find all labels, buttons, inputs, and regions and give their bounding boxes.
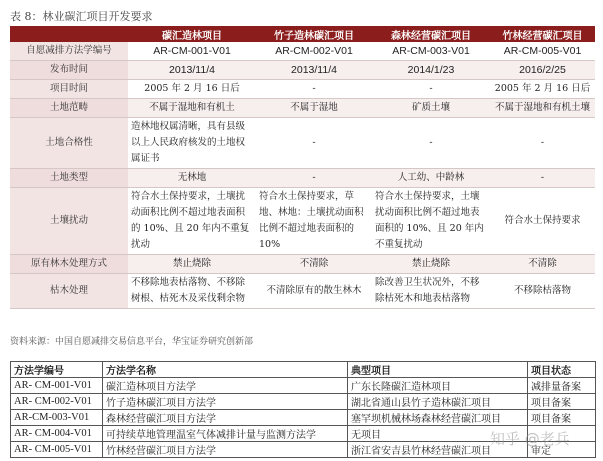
table-cell: - (490, 118, 595, 169)
table-cell: 2013/11/4 (128, 61, 256, 80)
table-header-row (11, 362, 596, 378)
table-cell: 不移除地表枯落物、不移除树根、枯死木及采伐剩余物 (128, 274, 256, 309)
table-cell: AR-CM-003-V01 (372, 42, 490, 61)
table-cell: 不清除 (490, 255, 595, 274)
row-label: 原有林木处理方式 (10, 255, 128, 274)
row-label: 自愿减排方法学编号 (10, 42, 128, 61)
table-cell: - (256, 118, 372, 169)
row-label: 土壤扰动 (10, 188, 128, 255)
table-cell: 2016/2/25 (490, 61, 595, 80)
header-cell: 碳汇造林项目 (128, 26, 256, 42)
table-cell: 符合水土保持要求 (490, 188, 595, 255)
table-cell: 2013/11/4 (256, 61, 372, 80)
table-cell: 塞罕坝机械林场森林经营碳汇项目 (348, 410, 528, 426)
table-row (10, 118, 595, 169)
table-cell: 不属于湿地和有机土 (128, 99, 256, 118)
table-cell: 可持续草地管理温室气体减排计量与监测方法学 (103, 426, 348, 442)
table-cell: 除改善卫生状况外，不移除枯死木和地表枯落物 (372, 274, 490, 309)
row-label: 枯木处理 (10, 274, 128, 309)
table-row (11, 410, 596, 426)
table-row (11, 394, 596, 410)
table-cell: 广东长隆碳汇造林项目 (348, 378, 528, 394)
table-cell: 2005 年 2 月 16 日后 (128, 80, 256, 99)
table-cell: 不清除 (256, 255, 372, 274)
header-cell: 典型项目 (348, 362, 528, 378)
table-cell: 浙江省安吉县竹林经营碳汇项目 (348, 442, 528, 458)
table-row (10, 188, 595, 255)
header-cell: 竹林经营碳汇项目 (490, 26, 595, 42)
table-row (11, 378, 596, 394)
table-row (10, 42, 595, 61)
table-cell: 禁止烧除 (128, 255, 256, 274)
table-cell: AR- CM-001-V01 (11, 378, 103, 394)
table-cell: - (256, 169, 372, 188)
table-cell: 竹林经营碳汇项目方法学 (103, 442, 348, 458)
table-row (10, 274, 595, 309)
table-cell: 不移除枯落物 (490, 274, 595, 309)
table-cell: - (490, 169, 595, 188)
table-cell: 2005 年 2 月 16 日后 (490, 80, 595, 99)
table-row (10, 61, 595, 80)
table-cell: AR-CM-002-V01 (256, 42, 372, 61)
header-cell: 竹子造林碳汇项目 (256, 26, 372, 42)
table-cell: 符合水土保持要求，草地、林地：土壤扰动面积比例不超过地表面积的 10% (256, 188, 372, 255)
row-label: 土地合格性 (10, 118, 128, 169)
row-label: 发布时间 (10, 61, 128, 80)
header-cell: 项目状态 (528, 362, 596, 378)
table-row (10, 80, 595, 99)
table-cell: AR-CM-005-V01 (490, 42, 595, 61)
table-cell: - (372, 118, 490, 169)
table-cell: - (256, 80, 372, 99)
table-cell: 造林地权属清晰，具有县级以上人民政府核发的土地权属证书 (128, 118, 256, 169)
table-cell: 不属于湿地 (256, 99, 372, 118)
table-header-row (10, 26, 595, 42)
table-cell: 无项目 (348, 426, 528, 442)
table-row (10, 99, 595, 118)
table-cell: 2014/1/23 (372, 61, 490, 80)
header-cell: 方法学编号 (11, 362, 103, 378)
header-cell (10, 26, 128, 42)
header-cell: 方法学名称 (103, 362, 348, 378)
table-row (10, 169, 595, 188)
table-cell: 项目备案 (528, 410, 596, 426)
table-cell: AR- CM-002-V01 (11, 394, 103, 410)
table-cell: 不属于湿地和有机土壤 (490, 99, 595, 118)
table-cell: AR- CM-005-V01 (11, 442, 103, 458)
table-cell: AR-CM-003-V01 (11, 410, 103, 426)
table-row (10, 255, 595, 274)
table-cell: 碳汇造林项目方法学 (103, 378, 348, 394)
table-cell: 符合水土保持要求，土壤扰动面积比例不超过地表面积的 10%、且 20 年内不重复扰动 (128, 188, 256, 255)
row-label: 土地范畴 (10, 99, 128, 118)
table-caption: 表 8：林业碳汇项目开发要求 (10, 10, 153, 23)
watermark: 知乎 @老兵 (490, 430, 570, 448)
source-note: 资料来源：中国自愿减排交易信息平台，华宝证券研究创新部 (10, 337, 254, 347)
table-cell: 减排量备案 (528, 378, 596, 394)
table-cell: 无林地 (128, 169, 256, 188)
table-cell: 人工幼、中龄林 (372, 169, 490, 188)
table-cell: - (372, 80, 490, 99)
header-cell: 森林经营碳汇项目 (372, 26, 490, 42)
table-cell: AR- CM-004-V01 (11, 426, 103, 442)
row-label: 土地类型 (10, 169, 128, 188)
row-label: 项目时间 (10, 80, 128, 99)
table-cell: AR-CM-001-V01 (128, 42, 256, 61)
table-cell: 符合水土保持要求，土壤扰动面积比例不超过地表面积的 10%、且 20 年内不重复扰动 (372, 188, 490, 255)
table-cell: 项目备案 (528, 394, 596, 410)
table-cell: 竹子造林碳汇项目方法学 (103, 394, 348, 410)
table-cell: 矿质土壤 (372, 99, 490, 118)
table-cell: 审定 (528, 442, 596, 458)
table-cell: 森林经营碳汇项目方法学 (103, 410, 348, 426)
table-cell: 湖北省通山县竹子造林碳汇项目 (348, 394, 528, 410)
table-cell: 不清除原有的散生林木 (256, 274, 372, 309)
table-cell: 禁止烧除 (372, 255, 490, 274)
requirements-table (10, 26, 595, 309)
